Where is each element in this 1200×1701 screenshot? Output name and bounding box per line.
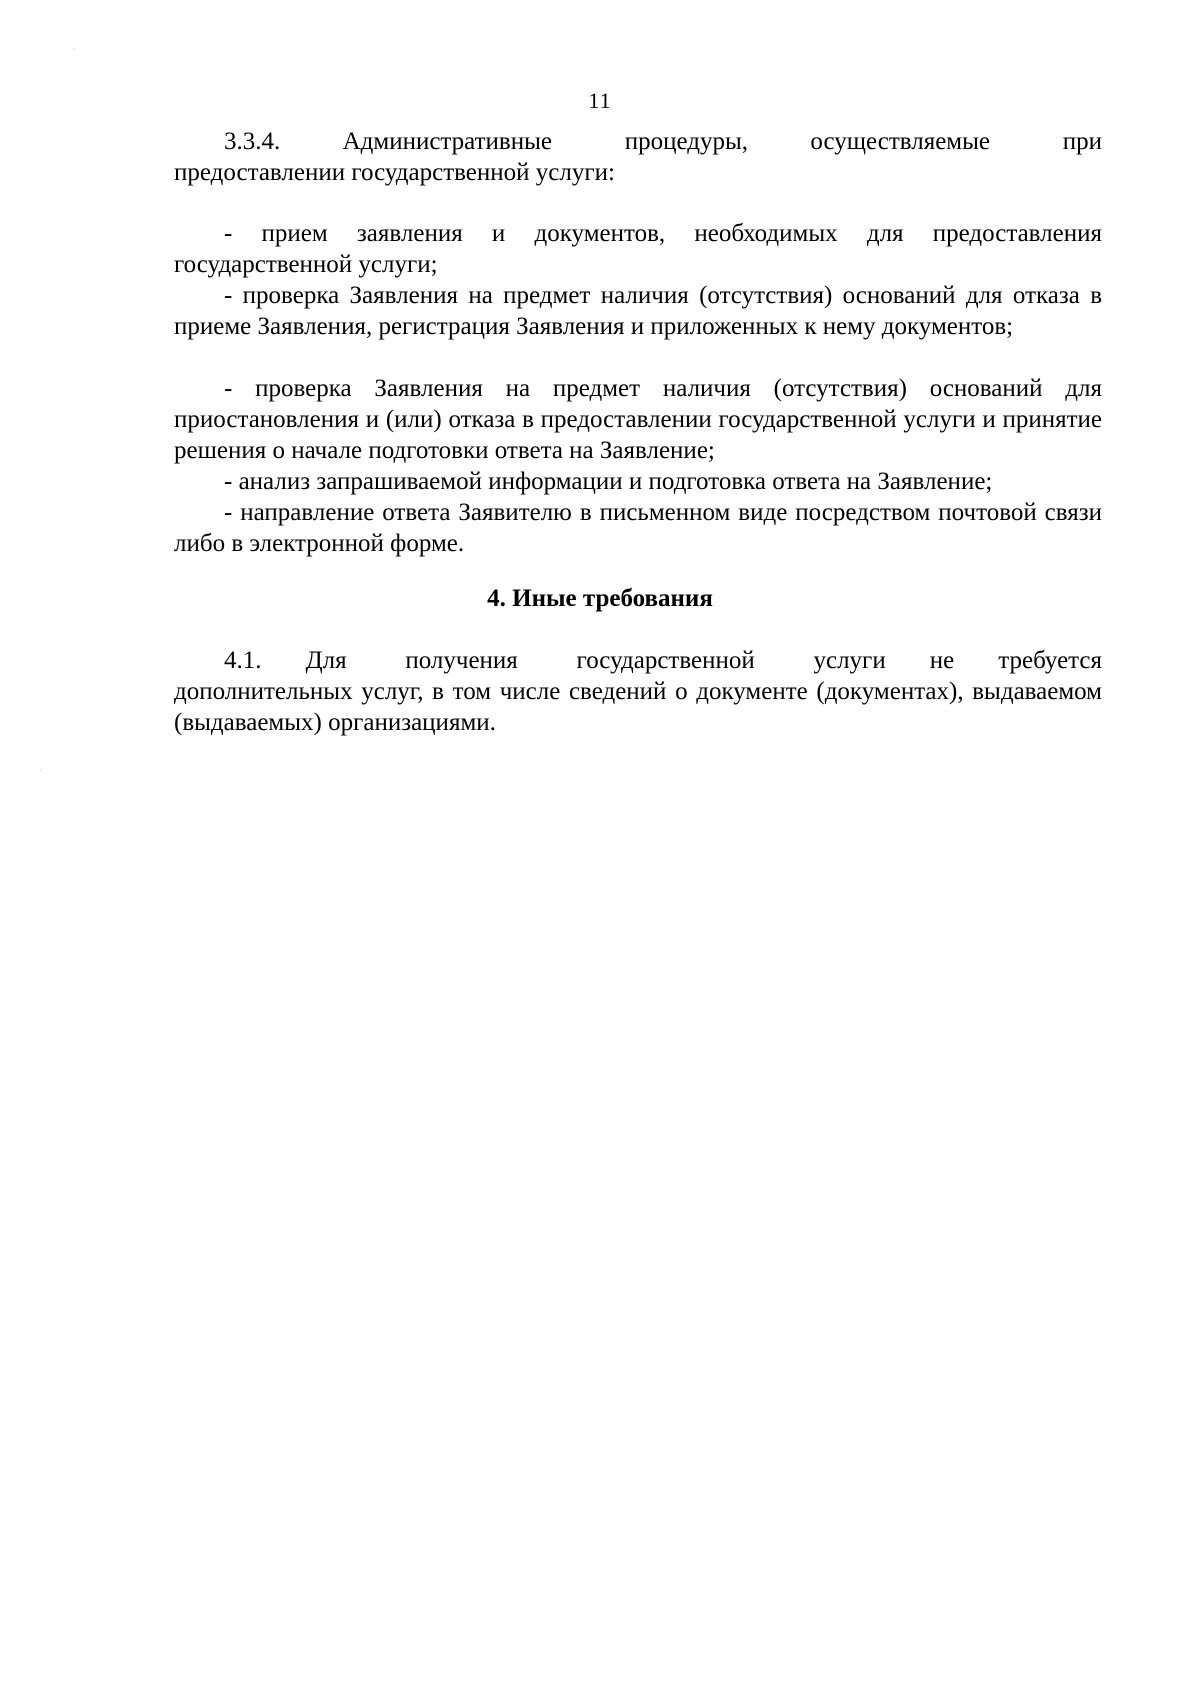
- list-item: - проверка Заявления на предмет наличия (отсутствия) оснований для приостановления и (или) отказа в предоставлении государственной услуги и принятие решения о начале подготовки ответа на Заявление;: [174, 375, 1102, 464]
- scan-artifact: [40, 770, 41, 771]
- section-4-heading: 4. Иные требования: [487, 585, 713, 612]
- section-3-3-4-lead: 3.3.4. Административные процедуры, осуществляемые при предоставлении государственной услуги:: [174, 128, 1102, 186]
- section-4-1-paragraph: 4.1. Для получения государственной услуги не требуется дополнительных услуг, в том числе сведений о документе (документах), выдаваемом (выдаваемых) организациями.: [174, 647, 1102, 736]
- list-item: - направление ответа Заявителю в письменном виде посредством почтовой связи либо в электронной форме.: [174, 499, 1102, 557]
- scan-artifact: [74, 48, 75, 49]
- list-item: - прием заявления и документов, необходимых для предоставления государственной услуги;: [174, 220, 1102, 278]
- list-item: - анализ запрашиваемой информации и подготовка ответа на Заявление;: [224, 468, 993, 495]
- page-number: 11: [588, 88, 612, 113]
- list-item: - проверка Заявления на предмет наличия (отсутствия) оснований для отказа в приеме Заявления, регистрация Заявления и приложенных к нему документов;: [174, 282, 1102, 340]
